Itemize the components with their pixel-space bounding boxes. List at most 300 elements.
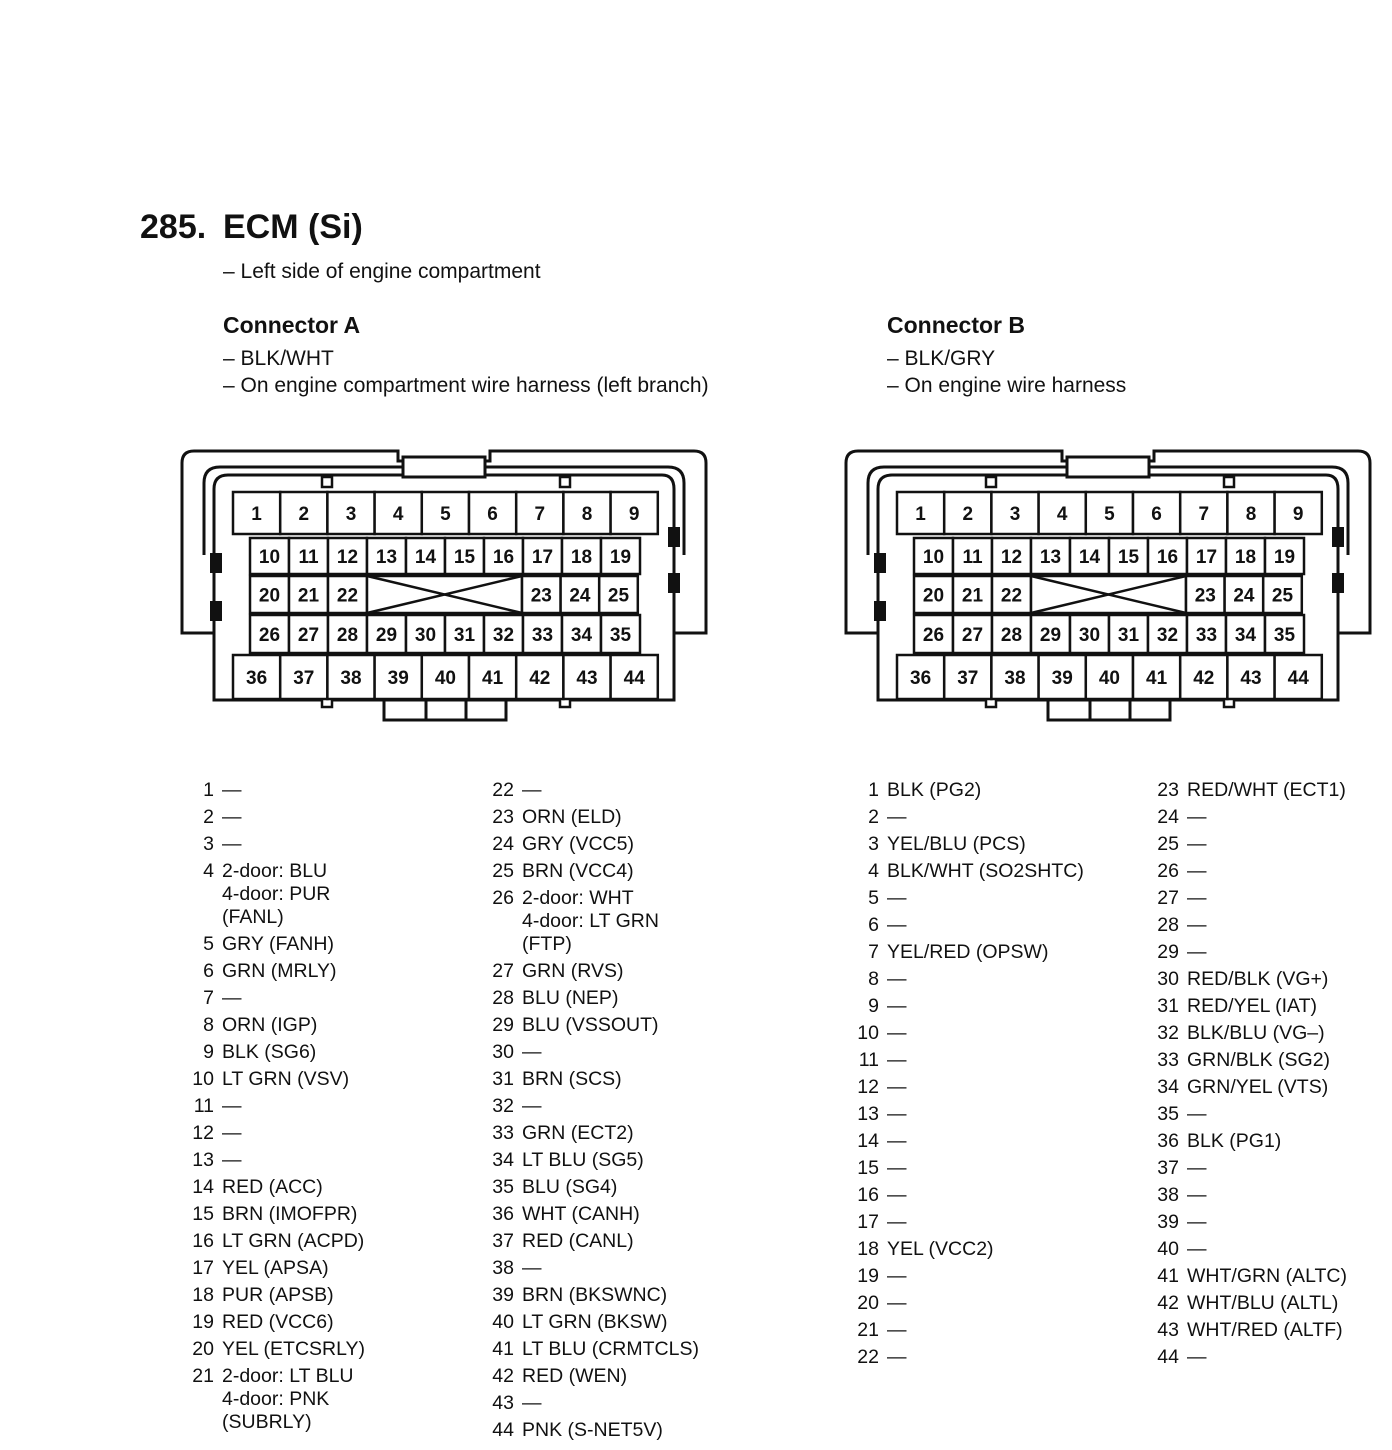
pin-wire — [222, 806, 242, 829]
pin-number: 8 — [868, 968, 879, 990]
connector-side-block — [1332, 573, 1344, 593]
pin-number: 41 — [492, 1338, 514, 1360]
cavity-label-21: 21 — [961, 585, 984, 607]
pin-number: 16 — [857, 1184, 879, 1206]
pin-wire-line: — — [1187, 1238, 1207, 1260]
pin-wire-line: PNK (S-NET5V) — [522, 1419, 663, 1441]
pin-number: 42 — [492, 1365, 514, 1387]
pin-wire-line: — — [1187, 914, 1207, 936]
pin-wire — [222, 1068, 349, 1091]
pin-wire-line: — — [522, 1095, 542, 1117]
cavity-label-31: 31 — [453, 625, 476, 646]
cavity-label-5: 5 — [1104, 504, 1115, 525]
cavity-label-9: 9 — [1292, 504, 1304, 525]
cavity-label-30: 30 — [414, 625, 437, 646]
cavity-label-17: 17 — [531, 547, 554, 568]
pin-number: 2 — [203, 806, 214, 828]
pin-wire — [522, 1230, 634, 1253]
pin-wire — [522, 779, 542, 802]
pin-number: 37 — [1157, 1157, 1179, 1179]
cavity-label-16: 16 — [1156, 547, 1179, 568]
pin-number: 33 — [1157, 1049, 1179, 1071]
pin-number: 24 — [1157, 806, 1179, 828]
cavity-label-42: 42 — [529, 668, 551, 689]
pin-number: 17 — [192, 1257, 214, 1279]
cavity-label-23: 23 — [1194, 585, 1216, 607]
cavity-label-31: 31 — [1117, 625, 1140, 646]
pin-wire — [887, 1265, 907, 1288]
cavity-label-28: 28 — [336, 625, 359, 646]
pin-wire-line: — — [222, 1095, 242, 1117]
pin-wire-line: — — [1187, 833, 1207, 855]
cavity-label-11: 11 — [298, 547, 319, 568]
pin-wire — [222, 987, 242, 1010]
pin-wire-line: RED/BLK (VG+) — [1187, 968, 1329, 990]
connector-a-title: Connector A — [223, 312, 361, 338]
pin-wire — [222, 1041, 316, 1064]
connector-side-block — [210, 553, 222, 573]
pin-number: 27 — [492, 960, 514, 982]
pin-number: 13 — [192, 1149, 214, 1171]
pin-wire-line: (FANL) — [222, 906, 284, 928]
connector-a-color: – BLK/WHT — [223, 347, 334, 370]
pin-number: 10 — [857, 1022, 879, 1044]
connector-a-diagram — [178, 445, 713, 730]
pin-wire-line: YEL (APSA) — [222, 1257, 329, 1279]
pin-wire-line: — — [887, 1103, 907, 1125]
pin-wire — [522, 833, 634, 856]
pin-wire-line: BRN (VCC4) — [522, 860, 634, 882]
connector-side-block — [668, 573, 680, 593]
pin-wire-line: BLU (VSSOUT) — [522, 1014, 659, 1036]
pin-wire-line: RED (VCC6) — [222, 1311, 334, 1333]
pin-number: 36 — [492, 1203, 514, 1225]
pin-wire-line: — — [1187, 860, 1207, 882]
cavity-label-37: 37 — [293, 668, 315, 689]
pin-number: 4 — [203, 860, 214, 882]
cavity-label-23: 23 — [530, 585, 552, 607]
pin-wire — [222, 1338, 365, 1361]
pin-wire — [522, 1392, 542, 1415]
pin-wire-line: — — [222, 833, 242, 855]
pin-number: 40 — [492, 1311, 514, 1333]
pin-wire-line: GRN (RVS) — [522, 960, 624, 982]
pin-number: 32 — [1157, 1022, 1179, 1044]
pin-number: 6 — [203, 960, 214, 982]
pin-wire-line: — — [887, 1157, 907, 1179]
cavity-label-2: 2 — [962, 504, 974, 525]
cavity-label-7: 7 — [1198, 504, 1210, 525]
pin-wire-line: BRN (IMOFPR) — [222, 1203, 358, 1225]
pin-wire — [522, 1014, 659, 1037]
cavity-label-25: 25 — [1271, 585, 1294, 607]
pin-wire-line: GRN (ECT2) — [522, 1122, 634, 1144]
pin-number: 19 — [857, 1265, 879, 1287]
pin-wire — [522, 1149, 644, 1172]
pin-wire-line: — — [887, 914, 907, 936]
cavity-label-28: 28 — [1000, 625, 1023, 646]
pin-wire-line: — — [222, 987, 242, 1009]
pin-number: 30 — [1157, 968, 1179, 990]
pin-wire-line: — — [887, 1184, 907, 1206]
pin-wire-line: 2-door: WHT — [522, 887, 634, 909]
pin-wire-line: BLK (PG2) — [887, 779, 982, 801]
pin-wire-line: LT GRN (VSV) — [222, 1068, 350, 1090]
pin-number: 36 — [1157, 1130, 1179, 1152]
pin-wire-line: WHT/RED (ALTF) — [1187, 1319, 1343, 1341]
pin-number: 5 — [868, 887, 879, 909]
pin-wire-line: WHT/GRN (ALTC) — [1187, 1265, 1347, 1287]
pin-wire — [887, 779, 981, 802]
cavity-label-17: 17 — [1195, 547, 1218, 568]
pin-wire — [887, 1157, 907, 1180]
pin-wire — [887, 941, 1048, 964]
pin-number: 13 — [857, 1103, 879, 1125]
pin-wire-line: — — [887, 1076, 907, 1098]
pin-wire-line: ORN (ELD) — [522, 806, 622, 828]
pin-wire — [522, 1338, 699, 1361]
cavity-label-24: 24 — [1233, 585, 1255, 607]
cavity-label-19: 19 — [1273, 547, 1296, 568]
cavity-label-36: 36 — [910, 668, 932, 689]
pin-wire — [522, 1095, 542, 1118]
pin-wire-line: — — [887, 1319, 907, 1341]
cavity-label-21: 21 — [297, 585, 320, 607]
pin-wire — [222, 1122, 242, 1145]
pin-wire-line: YEL/BLU (PCS) — [887, 833, 1026, 855]
pin-wire-line: BLU (SG4) — [522, 1176, 618, 1198]
cavity-label-35: 35 — [609, 625, 632, 646]
pin-wire-line: — — [522, 779, 542, 801]
pin-wire — [222, 860, 330, 929]
connector-key — [322, 477, 332, 487]
pin-number: 43 — [1157, 1319, 1179, 1341]
pin-wire-line: RED/WHT (ECT1) — [1187, 779, 1346, 801]
cavity-label-42: 42 — [1193, 668, 1215, 689]
pin-number: 33 — [492, 1122, 514, 1144]
cavity-label-33: 33 — [1195, 625, 1218, 646]
pin-wire-line: — — [1187, 806, 1207, 828]
pin-number: 3 — [203, 833, 214, 855]
pin-wire-line: — — [887, 995, 907, 1017]
pin-wire — [887, 968, 907, 991]
pin-wire-line: RED/YEL (IAT) — [1187, 995, 1318, 1017]
pin-wire-line: WHT (CANH) — [522, 1203, 640, 1225]
pin-wire-line: — — [887, 887, 907, 909]
cavity-label-29: 29 — [1039, 625, 1062, 646]
pin-wire — [1187, 914, 1207, 937]
pin-number: 40 — [1157, 1238, 1179, 1260]
pin-number: 16 — [192, 1230, 214, 1252]
pin-number: 19 — [192, 1311, 214, 1333]
pin-wire — [1187, 779, 1346, 802]
pin-number: 1 — [203, 779, 214, 801]
pin-wire — [1187, 968, 1328, 991]
pin-wire-line: 2-door: LT BLU — [222, 1365, 354, 1387]
pin-wire-line: — — [887, 1292, 907, 1314]
cavity-label-19: 19 — [609, 547, 632, 568]
cavity-label-7: 7 — [534, 504, 546, 525]
pin-number: 2 — [868, 806, 879, 828]
pin-wire — [1187, 1211, 1207, 1234]
pin-wire — [522, 887, 659, 956]
pin-wire — [222, 833, 242, 856]
pin-wire — [522, 1284, 667, 1307]
pin-number: 5 — [203, 933, 214, 955]
pin-number: 43 — [492, 1392, 514, 1414]
pin-wire — [222, 1203, 357, 1226]
pin-wire-line: GRY (FANH) — [222, 933, 334, 955]
cavity-label-16: 16 — [492, 547, 515, 568]
cavity-label-11: 11 — [962, 547, 983, 568]
cavity-label-24: 24 — [569, 585, 591, 607]
pin-wire-line: BLK (SG6) — [222, 1041, 317, 1063]
pin-wire-line: BLU (NEP) — [522, 987, 619, 1009]
pin-number: 23 — [1157, 779, 1179, 801]
pin-wire-line: LT GRN (BKSW) — [522, 1311, 668, 1333]
pin-wire-line: BRN (SCS) — [522, 1068, 622, 1090]
cavity-label-43: 43 — [1240, 668, 1262, 689]
pin-wire — [887, 1022, 907, 1045]
pin-wire — [887, 1319, 907, 1342]
pin-number: 14 — [192, 1176, 214, 1198]
cavity-label-44: 44 — [1287, 668, 1309, 689]
pin-wire — [1187, 1157, 1207, 1180]
cavity-label-10: 10 — [258, 547, 281, 568]
pin-number: 44 — [492, 1419, 514, 1441]
cavity-label-22: 22 — [336, 585, 359, 607]
cavity-label-40: 40 — [1098, 668, 1120, 689]
cavity-label-27: 27 — [297, 625, 320, 646]
connector-bottom-tab — [1048, 700, 1170, 720]
pin-wire — [1187, 887, 1207, 910]
pin-wire — [1187, 1022, 1325, 1045]
connector-bottom-tab — [384, 700, 506, 720]
pin-number: 27 — [1157, 887, 1179, 909]
pin-wire — [1187, 833, 1207, 856]
pin-number: 37 — [492, 1230, 514, 1252]
pin-wire — [222, 1176, 323, 1199]
pin-wire-line: — — [222, 1149, 242, 1171]
pin-wire — [522, 806, 622, 829]
pin-number: 28 — [492, 987, 514, 1009]
pin-wire-line: PUR (APSB) — [222, 1284, 334, 1306]
cavity-label-34: 34 — [570, 625, 593, 646]
pin-number: 15 — [192, 1203, 214, 1225]
pin-wire-line: — — [887, 806, 907, 828]
pin-wire — [522, 1068, 622, 1091]
cavity-label-18: 18 — [570, 547, 593, 568]
pin-wire-line: GRN/BLK (SG2) — [1187, 1049, 1331, 1071]
pin-number: 11 — [193, 1095, 214, 1117]
component-number: 285. — [140, 208, 207, 246]
pin-number: 29 — [492, 1014, 514, 1036]
pin-wire-line: — — [887, 1265, 907, 1287]
pin-wire-line: 4-door: PUR — [222, 883, 331, 905]
pin-wire — [1187, 1292, 1338, 1315]
pin-number: 41 — [1157, 1265, 1179, 1287]
pin-wire-line: GRY (VCC5) — [522, 833, 634, 855]
cavity-label-41: 41 — [1146, 668, 1168, 689]
pin-wire — [887, 833, 1026, 856]
page-title — [140, 208, 363, 247]
cavity-label-32: 32 — [492, 625, 515, 646]
pin-wire-line: BLK/WHT (SO2SHTC) — [887, 860, 1084, 882]
connector-side-block — [874, 553, 886, 573]
pin-wire — [222, 779, 242, 802]
pin-wire — [522, 1041, 542, 1064]
pin-wire-line: BLK (PG1) — [1187, 1130, 1282, 1152]
pin-number: 1 — [868, 779, 879, 801]
pin-number: 25 — [492, 860, 514, 882]
pin-wire — [522, 960, 623, 983]
cavity-label-6: 6 — [1151, 504, 1162, 525]
pin-wire-line: YEL (ETCSRLY) — [222, 1338, 366, 1360]
pin-wire — [887, 1238, 994, 1261]
pin-wire — [887, 1346, 907, 1369]
pin-wire — [522, 1257, 542, 1280]
pin-wire — [522, 987, 618, 1010]
pin-wire — [887, 1184, 907, 1207]
pin-number: 35 — [1157, 1103, 1179, 1125]
pin-wire — [1187, 860, 1207, 883]
pin-wire — [887, 1211, 907, 1234]
pin-wire-line: — — [887, 1346, 907, 1368]
cavity-label-13: 13 — [1039, 547, 1062, 568]
pin-wire — [522, 860, 634, 883]
pin-number: 22 — [492, 779, 514, 801]
pin-wire-line: — — [522, 1041, 542, 1063]
pin-number: 9 — [203, 1041, 214, 1063]
pin-wire — [1187, 1076, 1328, 1099]
pin-number: 32 — [492, 1095, 514, 1117]
cavity-label-14: 14 — [414, 547, 437, 568]
connector-key — [1224, 477, 1234, 487]
pin-wire-line: — — [1187, 887, 1207, 909]
cavity-label-37: 37 — [957, 668, 979, 689]
pin-number: 42 — [1157, 1292, 1179, 1314]
pin-number: 24 — [492, 833, 514, 855]
connector-key — [986, 477, 996, 487]
cavity-label-30: 30 — [1078, 625, 1101, 646]
cavity-label-15: 15 — [1117, 547, 1140, 568]
pin-number: 7 — [868, 941, 879, 963]
cavity-label-10: 10 — [922, 547, 945, 568]
connector-side-block — [1332, 527, 1344, 547]
pin-number: 3 — [868, 833, 879, 855]
connector-side-block — [874, 601, 886, 621]
pin-wire-line: GRN/YEL (VTS) — [1187, 1076, 1329, 1098]
pin-wire — [1187, 1319, 1343, 1342]
pin-wire — [222, 1257, 329, 1280]
pin-wire — [1187, 1103, 1207, 1126]
pin-wire — [522, 1176, 617, 1199]
pin-wire — [887, 860, 1084, 883]
pin-wire-line: BRN (BKSWNC) — [522, 1284, 668, 1306]
connector-b-color: – BLK/GRY — [887, 347, 996, 370]
cavity-label-5: 5 — [440, 504, 451, 525]
connector-b-title: Connector B — [887, 312, 1025, 338]
pin-number: 12 — [857, 1076, 879, 1098]
pin-wire-line: — — [222, 1122, 242, 1144]
component-location: – Left side of engine compartment — [223, 260, 541, 283]
pin-number: 21 — [857, 1319, 879, 1341]
pin-wire-line: (SUBRLY) — [222, 1411, 312, 1433]
pin-number: 26 — [492, 887, 514, 909]
connector-key — [560, 477, 570, 487]
cavity-label-29: 29 — [375, 625, 398, 646]
pin-wire — [1187, 1265, 1347, 1288]
pin-wire-line: — — [522, 1257, 542, 1279]
pin-wire — [1187, 1346, 1207, 1369]
pin-wire — [522, 1419, 663, 1442]
cavity-label-8: 8 — [1245, 504, 1257, 525]
cavity-label-39: 39 — [1051, 668, 1073, 689]
pin-wire — [1187, 995, 1317, 1018]
pin-number: 26 — [1157, 860, 1179, 882]
pin-wire — [1187, 1130, 1281, 1153]
pin-wire — [887, 1292, 907, 1315]
pin-wire — [887, 887, 907, 910]
pin-wire — [222, 1230, 364, 1253]
pin-wire — [222, 1149, 242, 1172]
pin-wire — [887, 914, 907, 937]
pin-wire-line: (FTP) — [522, 933, 572, 955]
cavity-label-18: 18 — [1234, 547, 1257, 568]
pin-number: 38 — [1157, 1184, 1179, 1206]
pin-wire-line: — — [1187, 1211, 1207, 1233]
pin-number: 21 — [192, 1365, 214, 1387]
cavity-label-38: 38 — [1004, 668, 1026, 689]
pin-number: 17 — [857, 1211, 879, 1233]
pin-wire — [222, 1365, 354, 1434]
pin-number: 29 — [1157, 941, 1179, 963]
pin-wire — [522, 1365, 627, 1388]
pin-wire — [522, 1203, 640, 1226]
cavity-label-26: 26 — [258, 625, 281, 646]
pin-wire — [887, 1049, 907, 1072]
pin-wire-line: YEL (VCC2) — [887, 1238, 994, 1260]
cavity-label-22: 22 — [1000, 585, 1023, 607]
cavity-label-32: 32 — [1156, 625, 1179, 646]
pin-number: 9 — [868, 995, 879, 1017]
pin-wire — [222, 960, 336, 983]
pin-wire — [1187, 1049, 1330, 1072]
connector-a-location: – On engine compartment wire harness (left branch) — [223, 374, 709, 397]
cavity-label-34: 34 — [1234, 625, 1257, 646]
cavity-label-36: 36 — [246, 668, 268, 689]
pin-wire-line: RED (CANL) — [522, 1230, 634, 1252]
pin-wire-line: — — [222, 779, 242, 801]
connector-side-block — [210, 601, 222, 621]
cavity-label-25: 25 — [607, 585, 630, 607]
pin-wire-line: GRN (MRLY) — [222, 960, 337, 982]
pin-number: 8 — [203, 1014, 214, 1036]
pin-wire-line: LT BLU (CRMTCLS) — [522, 1338, 699, 1360]
pin-wire-line: — — [1187, 1346, 1207, 1368]
pin-wire-line: LT BLU (SG5) — [522, 1149, 644, 1171]
pin-number: 28 — [1157, 914, 1179, 936]
cavity-label-12: 12 — [336, 547, 359, 568]
pin-number: 7 — [203, 987, 214, 1009]
cavity-label-20: 20 — [258, 585, 281, 607]
cavity-label-6: 6 — [487, 504, 498, 525]
pin-wire — [222, 1284, 334, 1307]
cavity-label-1: 1 — [915, 504, 926, 525]
pin-wire-line: — — [1187, 1157, 1207, 1179]
cavity-label-20: 20 — [922, 585, 945, 607]
cavity-label-8: 8 — [581, 504, 593, 525]
